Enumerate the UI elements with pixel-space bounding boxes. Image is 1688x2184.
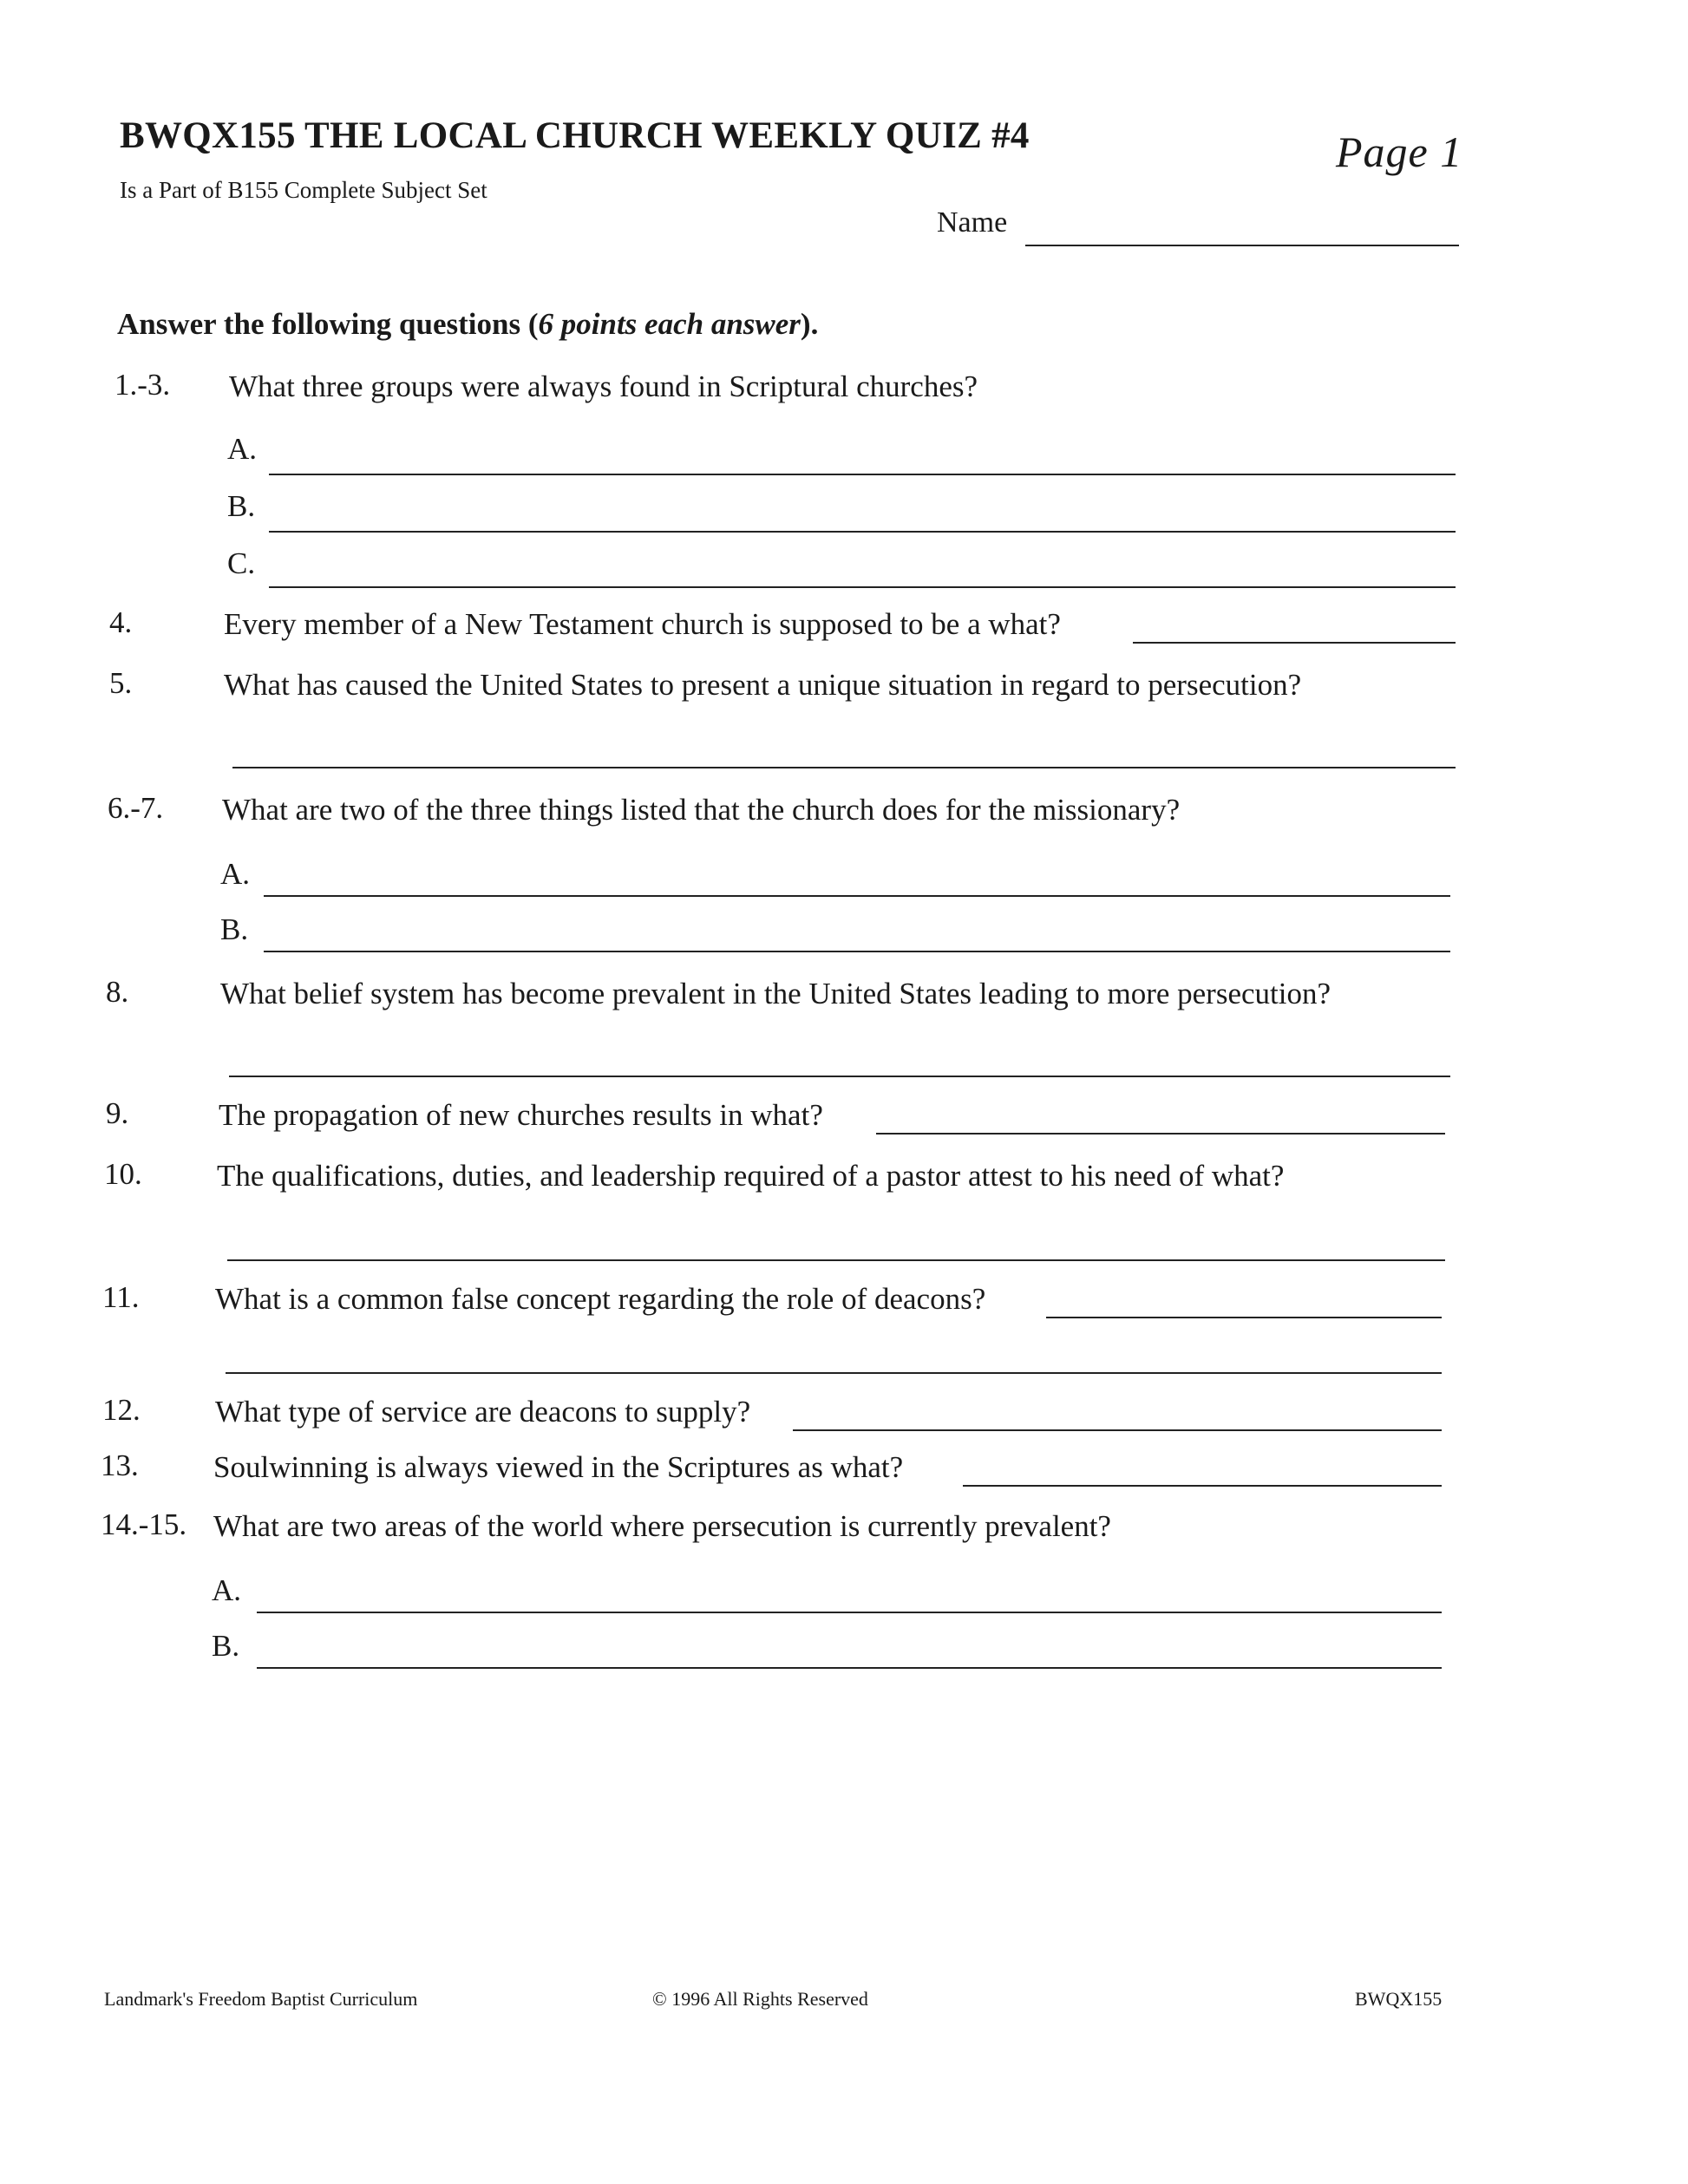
answer-line[interactable] <box>876 1133 1445 1135</box>
question-text: What are two of the three things listed that the church does for the missionary? <box>222 793 1181 827</box>
question-text: The qualifications, duties, and leadership required of a pastor attest to his need of what? <box>217 1159 1285 1193</box>
instructions-prefix: Answer the following questions ( <box>117 307 539 341</box>
footer-copyright: © 1996 All Rights Reserved <box>652 1988 868 2010</box>
question-number: 10. <box>104 1157 142 1191</box>
question-text: What three groups were always found in Scriptural churches? <box>229 369 978 403</box>
instructions-emphasis: 6 points each answer <box>538 307 801 341</box>
answer-line[interactable] <box>1133 642 1456 644</box>
answer-line[interactable] <box>264 895 1450 897</box>
answer-line[interactable] <box>264 951 1450 952</box>
question-number: 14.-15. <box>101 1507 187 1541</box>
option-label: A. <box>212 1573 242 1607</box>
question-number: 11. <box>102 1280 140 1314</box>
question-number: 9. <box>106 1096 129 1130</box>
option-label: B. <box>212 1629 240 1663</box>
name-label: Name <box>937 206 1008 239</box>
option-label: B. <box>220 912 249 946</box>
question-text: Soulwinning is always viewed in the Scriptures as what? <box>213 1450 904 1484</box>
answer-line[interactable] <box>269 531 1456 533</box>
instructions <box>117 307 818 342</box>
answer-line[interactable] <box>226 1372 1442 1374</box>
question-text: What are two areas of the world where persecution is currently prevalent? <box>213 1509 1111 1543</box>
answer-line[interactable] <box>232 767 1456 768</box>
question-number: 6.-7. <box>108 791 164 825</box>
question-text: What has caused the United States to present a unique situation in regard to persecution? <box>224 668 1302 702</box>
question-text: What belief system has become prevalent in the United States leading to more persecution? <box>220 977 1331 1010</box>
footer-code: BWQX155 <box>1355 1988 1443 2010</box>
instructions-suffix: ). <box>800 307 819 341</box>
question-number: 4. <box>109 605 133 639</box>
answer-line[interactable] <box>793 1429 1442 1431</box>
option-label: B. <box>227 489 256 523</box>
name-field[interactable] <box>1025 245 1459 246</box>
answer-line[interactable] <box>257 1667 1442 1669</box>
question-number: 12. <box>102 1393 141 1427</box>
answer-line[interactable] <box>229 1076 1450 1077</box>
quiz-subtitle: Is a Part of B155 Complete Subject Set <box>120 177 487 203</box>
answer-line[interactable] <box>1046 1317 1442 1318</box>
question-number: 8. <box>106 975 129 1009</box>
answer-line[interactable] <box>257 1612 1442 1613</box>
question-text: What is a common false concept regarding the role of deacons? <box>215 1282 986 1316</box>
question-number: 5. <box>109 666 133 700</box>
quiz-title: BWQX155 THE LOCAL CHURCH WEEKLY QUIZ #4 <box>120 115 1030 156</box>
answer-line[interactable] <box>269 474 1456 475</box>
question-text: Every member of a New Testament church is supposed to be a what? <box>224 607 1061 641</box>
question-text: What type of service are deacons to supply? <box>215 1395 751 1429</box>
page-number: Page 1 <box>1336 128 1463 176</box>
answer-line[interactable] <box>963 1485 1442 1487</box>
option-label: A. <box>220 857 251 891</box>
question-number: 1.-3. <box>114 368 171 402</box>
answer-line[interactable] <box>227 1259 1445 1261</box>
option-label: A. <box>227 432 258 466</box>
footer-publisher: Landmark's Freedom Baptist Curriculum <box>104 1988 418 2010</box>
answer-line[interactable] <box>269 586 1456 588</box>
question-text: The propagation of new churches results in what? <box>219 1098 823 1132</box>
option-label: C. <box>227 546 256 580</box>
question-number: 13. <box>101 1448 139 1482</box>
